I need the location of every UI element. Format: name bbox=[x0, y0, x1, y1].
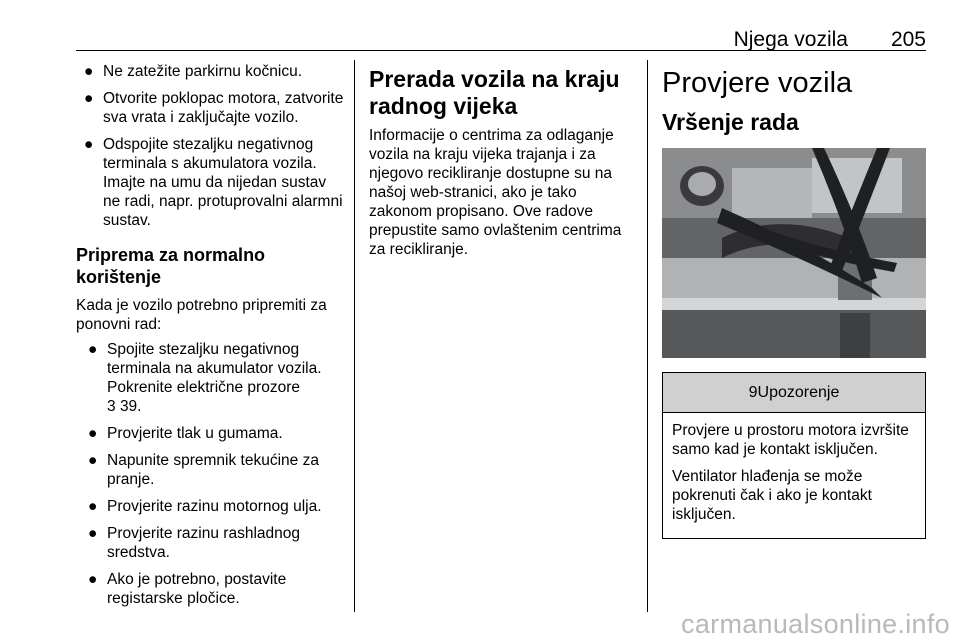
list-item: ● Odspojite stezaljku negativnog terminala s akumulatora vozila. Imajte na umu da nijedan sustav ne radi, napr. protuprovalni alarmni sustav. bbox=[84, 136, 343, 229]
bullet-icon: ● bbox=[88, 525, 98, 542]
crossref-arrow-icon: 3 bbox=[107, 398, 116, 415]
list-item: ● Spojite stezaljku negativnog terminala na akumulator vozila. Pokrenite električne prozore 3 39. bbox=[88, 341, 322, 415]
bullet-icon: ● bbox=[88, 452, 98, 469]
list-item: ● Provjerite tlak u gumama. bbox=[88, 425, 283, 442]
engine-bay-photo bbox=[662, 148, 926, 358]
column-3 bbox=[662, 62, 926, 539]
list-item: ● Napunite spremnik tekućine za pranje. bbox=[88, 452, 319, 488]
bullet-icon: ● bbox=[88, 571, 98, 588]
bullet-icon: ● bbox=[84, 90, 94, 107]
list-item: ● Ako je potrebno, postavite registarske pločice. bbox=[88, 571, 287, 607]
warning-title: Upozorenje bbox=[757, 384, 840, 401]
list-item: ● Otvorite poklopac motora, zatvorite sva vrata i zaključajte vozilo. bbox=[84, 90, 344, 126]
bullet-list-storage bbox=[76, 62, 346, 230]
end-of-life-paragraph: Informacije o centrima za odlaganje vozila na kraju vijeka trajanja i za njegovo recikliranje dostupne su na našoj web-stranici, ako je tako zakonom propisano. Ove radove prepustite samo ovlaštenim centrima za recikliranje. bbox=[369, 127, 622, 258]
bullet-list-preparation bbox=[76, 340, 346, 608]
bullet-icon: ● bbox=[88, 498, 98, 515]
list-item: ● Ne zatežite parkirnu kočnicu. bbox=[84, 63, 303, 80]
column-divider-1 bbox=[354, 60, 355, 612]
intro-paragraph: Kada je vozilo potrebno pripremiti za ponovni rad: bbox=[76, 297, 327, 333]
page-header bbox=[76, 22, 926, 51]
warning-box bbox=[662, 372, 926, 539]
bullet-icon: ● bbox=[88, 341, 98, 358]
bullet-icon: ● bbox=[84, 63, 94, 80]
warning-paragraph: Ventilator hlađenja se može pokrenuti čak i ako je kontakt isključen. bbox=[672, 468, 872, 523]
warning-icon: 9 bbox=[748, 384, 758, 401]
column-2 bbox=[369, 62, 635, 265]
subheading-normal-use: Priprema za normalno korištenje bbox=[76, 245, 266, 287]
bullet-icon: ● bbox=[88, 425, 98, 442]
column-1 bbox=[76, 62, 346, 616]
crossref-page-link[interactable]: 39. bbox=[119, 398, 142, 415]
watermark: carmanualsonline.info bbox=[681, 609, 950, 639]
heading-vehicle-checks: Provjere vozila bbox=[662, 67, 853, 99]
warning-header bbox=[663, 373, 925, 413]
list-item: ● Provjerite razinu rashladnog sredstva. bbox=[88, 525, 300, 561]
heading-end-of-life: Prerada vozila na kraju radnog vijeka bbox=[369, 66, 620, 119]
header-title: Njega vozila bbox=[733, 28, 848, 51]
warning-paragraph: Provjere u prostoru motora izvršite samo kad je kontakt isključen. bbox=[672, 422, 909, 458]
column-divider-2 bbox=[647, 60, 648, 612]
page-number: 205 bbox=[890, 28, 926, 51]
warning-body bbox=[663, 413, 925, 538]
list-item: ● Provjerite razinu motornog ulja. bbox=[88, 498, 322, 515]
bullet-icon: ● bbox=[84, 136, 94, 153]
subheading-performing-work: Vršenje rada bbox=[662, 109, 799, 135]
